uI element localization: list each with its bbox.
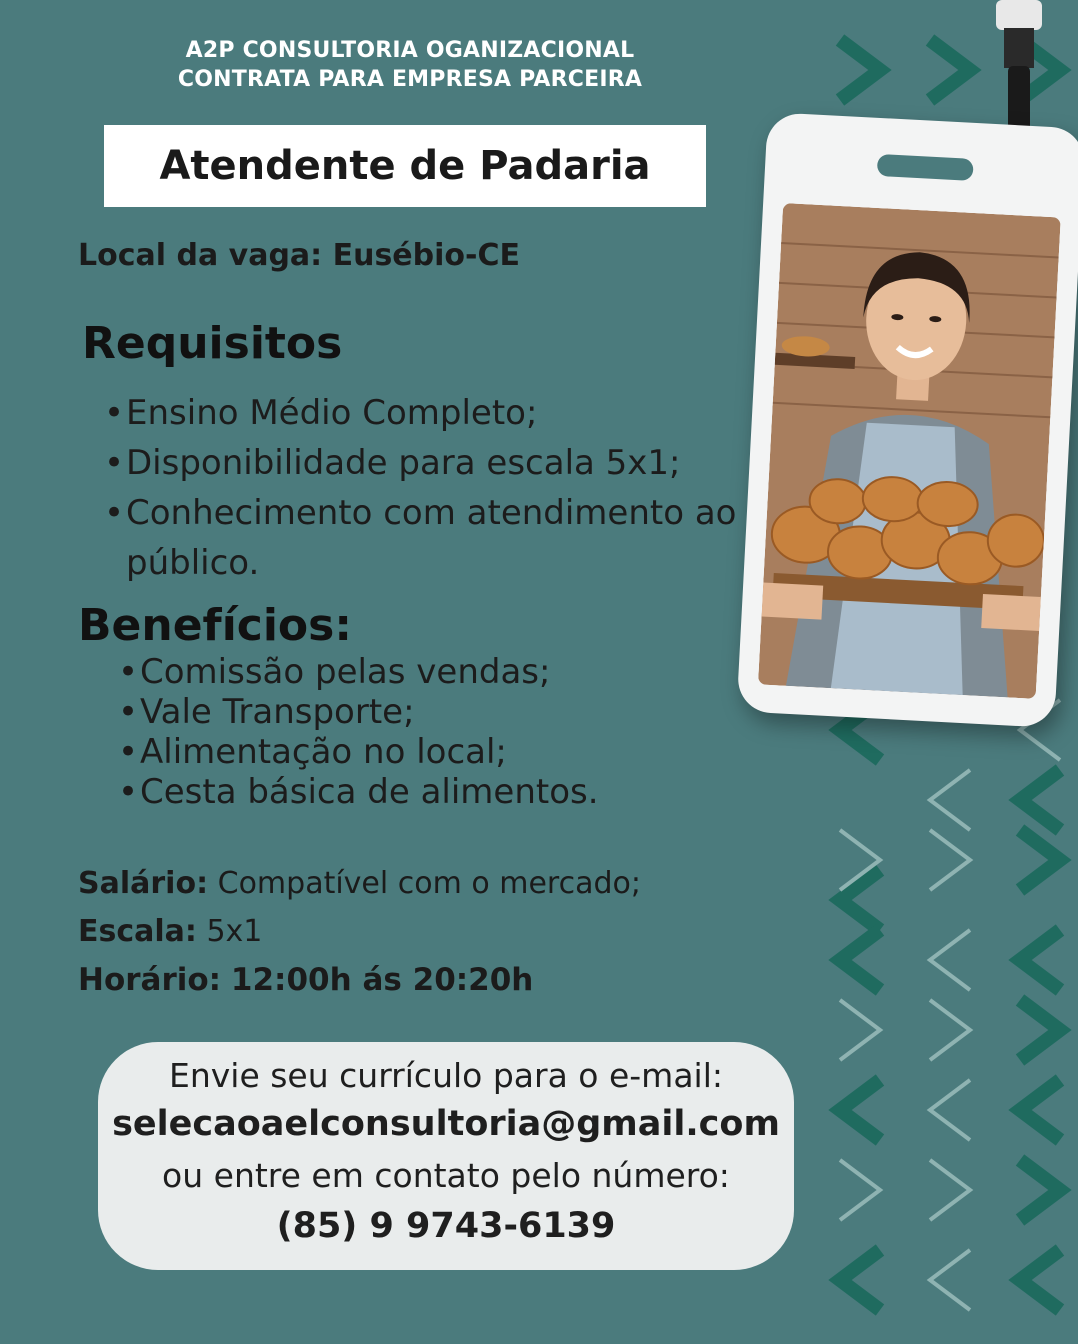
contact-instruction: Envie seu currículo para o e-mail: [168, 1056, 723, 1095]
escala-value: 5x1 [206, 914, 263, 949]
list-item: • Conhecimento com atendimento ao público. [104, 488, 744, 588]
salario-label: Salário: [78, 866, 209, 901]
contact-email[interactable]: selecaoaelconsultoria@gmail.com [112, 1104, 780, 1144]
header [60, 36, 760, 94]
horario-label: Horário: [78, 962, 222, 998]
escala-row [78, 914, 262, 949]
badge-slot [877, 154, 974, 181]
job-title: Atendente de Padaria [159, 143, 651, 189]
requisitos-list [104, 388, 744, 588]
contact-phone-instruction: ou entre em contato pelo número: [162, 1156, 730, 1195]
job-location: Local da vaga: Eusébio-CE [78, 238, 520, 273]
beneficios-list [118, 652, 758, 812]
beneficios-title: Benefícios: [78, 600, 352, 651]
list-item: • Alimentação no local; [118, 732, 758, 772]
list-item: • Ensino Médio Completo; [104, 388, 744, 438]
horario-value: 12:00h ás 20:20h [230, 962, 534, 998]
contact-phone[interactable]: (85) 9 9743-6139 [276, 1206, 616, 1246]
baker-photo [758, 203, 1061, 699]
list-item: • Cesta básica de alimentos. [118, 772, 758, 812]
requisitos-title: Requisitos [82, 318, 343, 369]
header-line-2: CONTRATA PARA EMPRESA PARCEIRA [177, 67, 643, 92]
horario-row [78, 962, 533, 998]
baker-illustration [758, 203, 1061, 699]
salario-value: Compatível com o mercado; [217, 866, 641, 901]
salario-row [78, 866, 641, 901]
list-item: • Disponibilidade para escala 5x1; [104, 438, 744, 488]
list-item: • Vale Transporte; [118, 692, 758, 732]
contact-box [98, 1042, 794, 1270]
job-title-box [104, 125, 706, 207]
escala-label: Escala: [78, 914, 197, 949]
header-line-1: A2P CONSULTORIA OGANIZACIONAL [185, 38, 635, 63]
id-badge [737, 112, 1078, 728]
list-item: • Comissão pelas vendas; [118, 652, 758, 692]
